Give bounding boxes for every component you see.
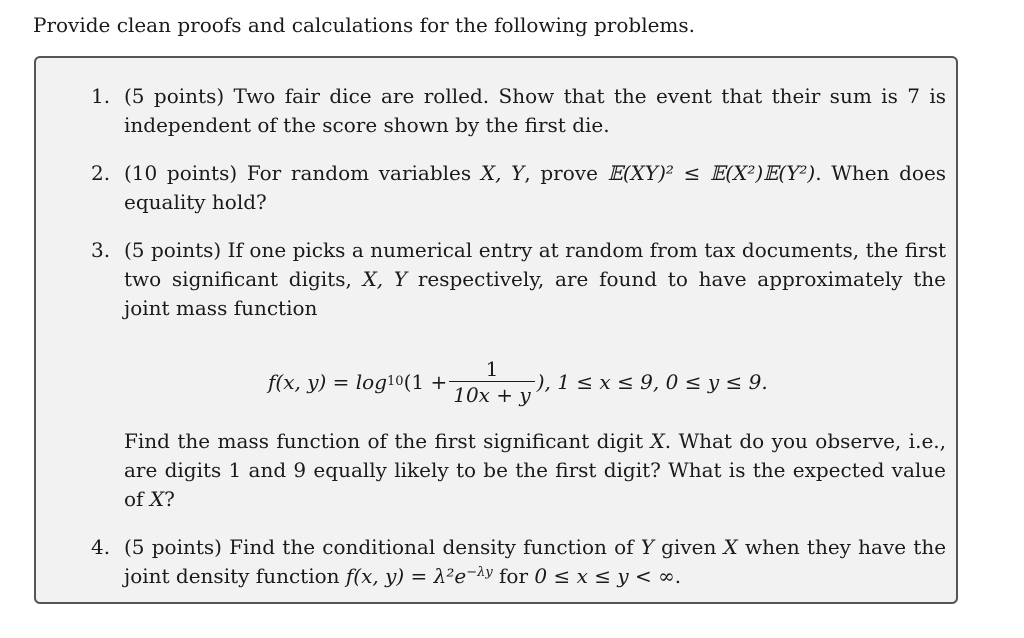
problem-text: Find the mass function of the first significant digit — [124, 429, 644, 453]
fraction-denominator: 10x + y — [453, 382, 531, 407]
problem-3-followup — [91, 427, 946, 514]
problem-3 — [91, 236, 946, 323]
problem-text: respectively, are found to have approximately the joint mass function — [124, 267, 947, 320]
math-var-y: Y — [640, 535, 654, 559]
math-le: ≤ — [683, 161, 701, 185]
math-vars: X, Y — [362, 267, 408, 291]
problem-text: . What do you observe, i.e., are digits 1 and 9 equally likely to be the first digit? What is the expected value of — [124, 429, 946, 511]
fraction-numerator: 1 — [485, 356, 499, 381]
problem-points: (5 points) — [124, 84, 225, 108]
problem-4 — [91, 533, 946, 591]
problem-points: (5 points) — [124, 535, 222, 559]
problem-text: Find the conditional density function of — [229, 535, 634, 559]
problem-1 — [91, 82, 946, 140]
problem-text: ? — [164, 487, 175, 511]
problems-box — [34, 56, 958, 604]
formula-lhs: f(x, y) = log — [268, 370, 388, 394]
math-var-x: X — [149, 487, 165, 511]
formula-close: ), 1 ≤ x ≤ 9, 0 ≤ y ≤ 9. — [536, 370, 768, 394]
math-var-x: X — [723, 535, 738, 559]
problem-points: (5 points) — [124, 238, 222, 262]
math-vars: X, Y — [480, 161, 525, 185]
problem-text: If one picks a numerical entry at random from tax documents, the first two significant digits, — [124, 238, 947, 291]
formula-open: (1 + — [403, 370, 448, 394]
problem-number: 3. — [91, 238, 111, 262]
problem-text: For random variables — [246, 161, 472, 185]
problem-2 — [91, 159, 946, 217]
problem-text: . — [674, 564, 682, 588]
intro-text: Provide clean proofs and calculations for the following problems. — [33, 13, 696, 37]
problem-text: for — [499, 564, 529, 588]
problem-text: , prove — [524, 161, 598, 185]
formula-fraction — [449, 357, 535, 408]
math-domain: 0 ≤ x ≤ y < ∞ — [534, 564, 675, 588]
problem-text: Two fair dice are rolled. Show that the event that their sum is 7 is independent of the score shown by the first die. — [124, 84, 946, 137]
math-density: f(x, y) = λ²e — [345, 564, 467, 588]
problem-text: when they have the joint density function — [124, 535, 947, 588]
problem-points: (10 points) — [124, 161, 238, 185]
math-inequality-rhs: 𝔼(X²)𝔼(Y²) — [710, 161, 816, 185]
problem-text: . When does equality hold? — [124, 161, 947, 214]
math-density-exponent: −λy — [466, 565, 493, 580]
problem-number: 4. — [91, 535, 111, 559]
problem-text: given — [661, 535, 717, 559]
math-inequality-lhs: 𝔼(XY)² — [607, 161, 674, 185]
problem-number: 1. — [91, 84, 111, 108]
math-var-x: X — [650, 429, 665, 453]
problem-number: 2. — [91, 161, 111, 185]
joint-mass-formula: f(x, y) = log 10 (1 + $\frac{1}{10x + y}$ ), 1 ≤ x ≤ 9, 0 ≤ y ≤ 9. — [268, 356, 768, 407]
